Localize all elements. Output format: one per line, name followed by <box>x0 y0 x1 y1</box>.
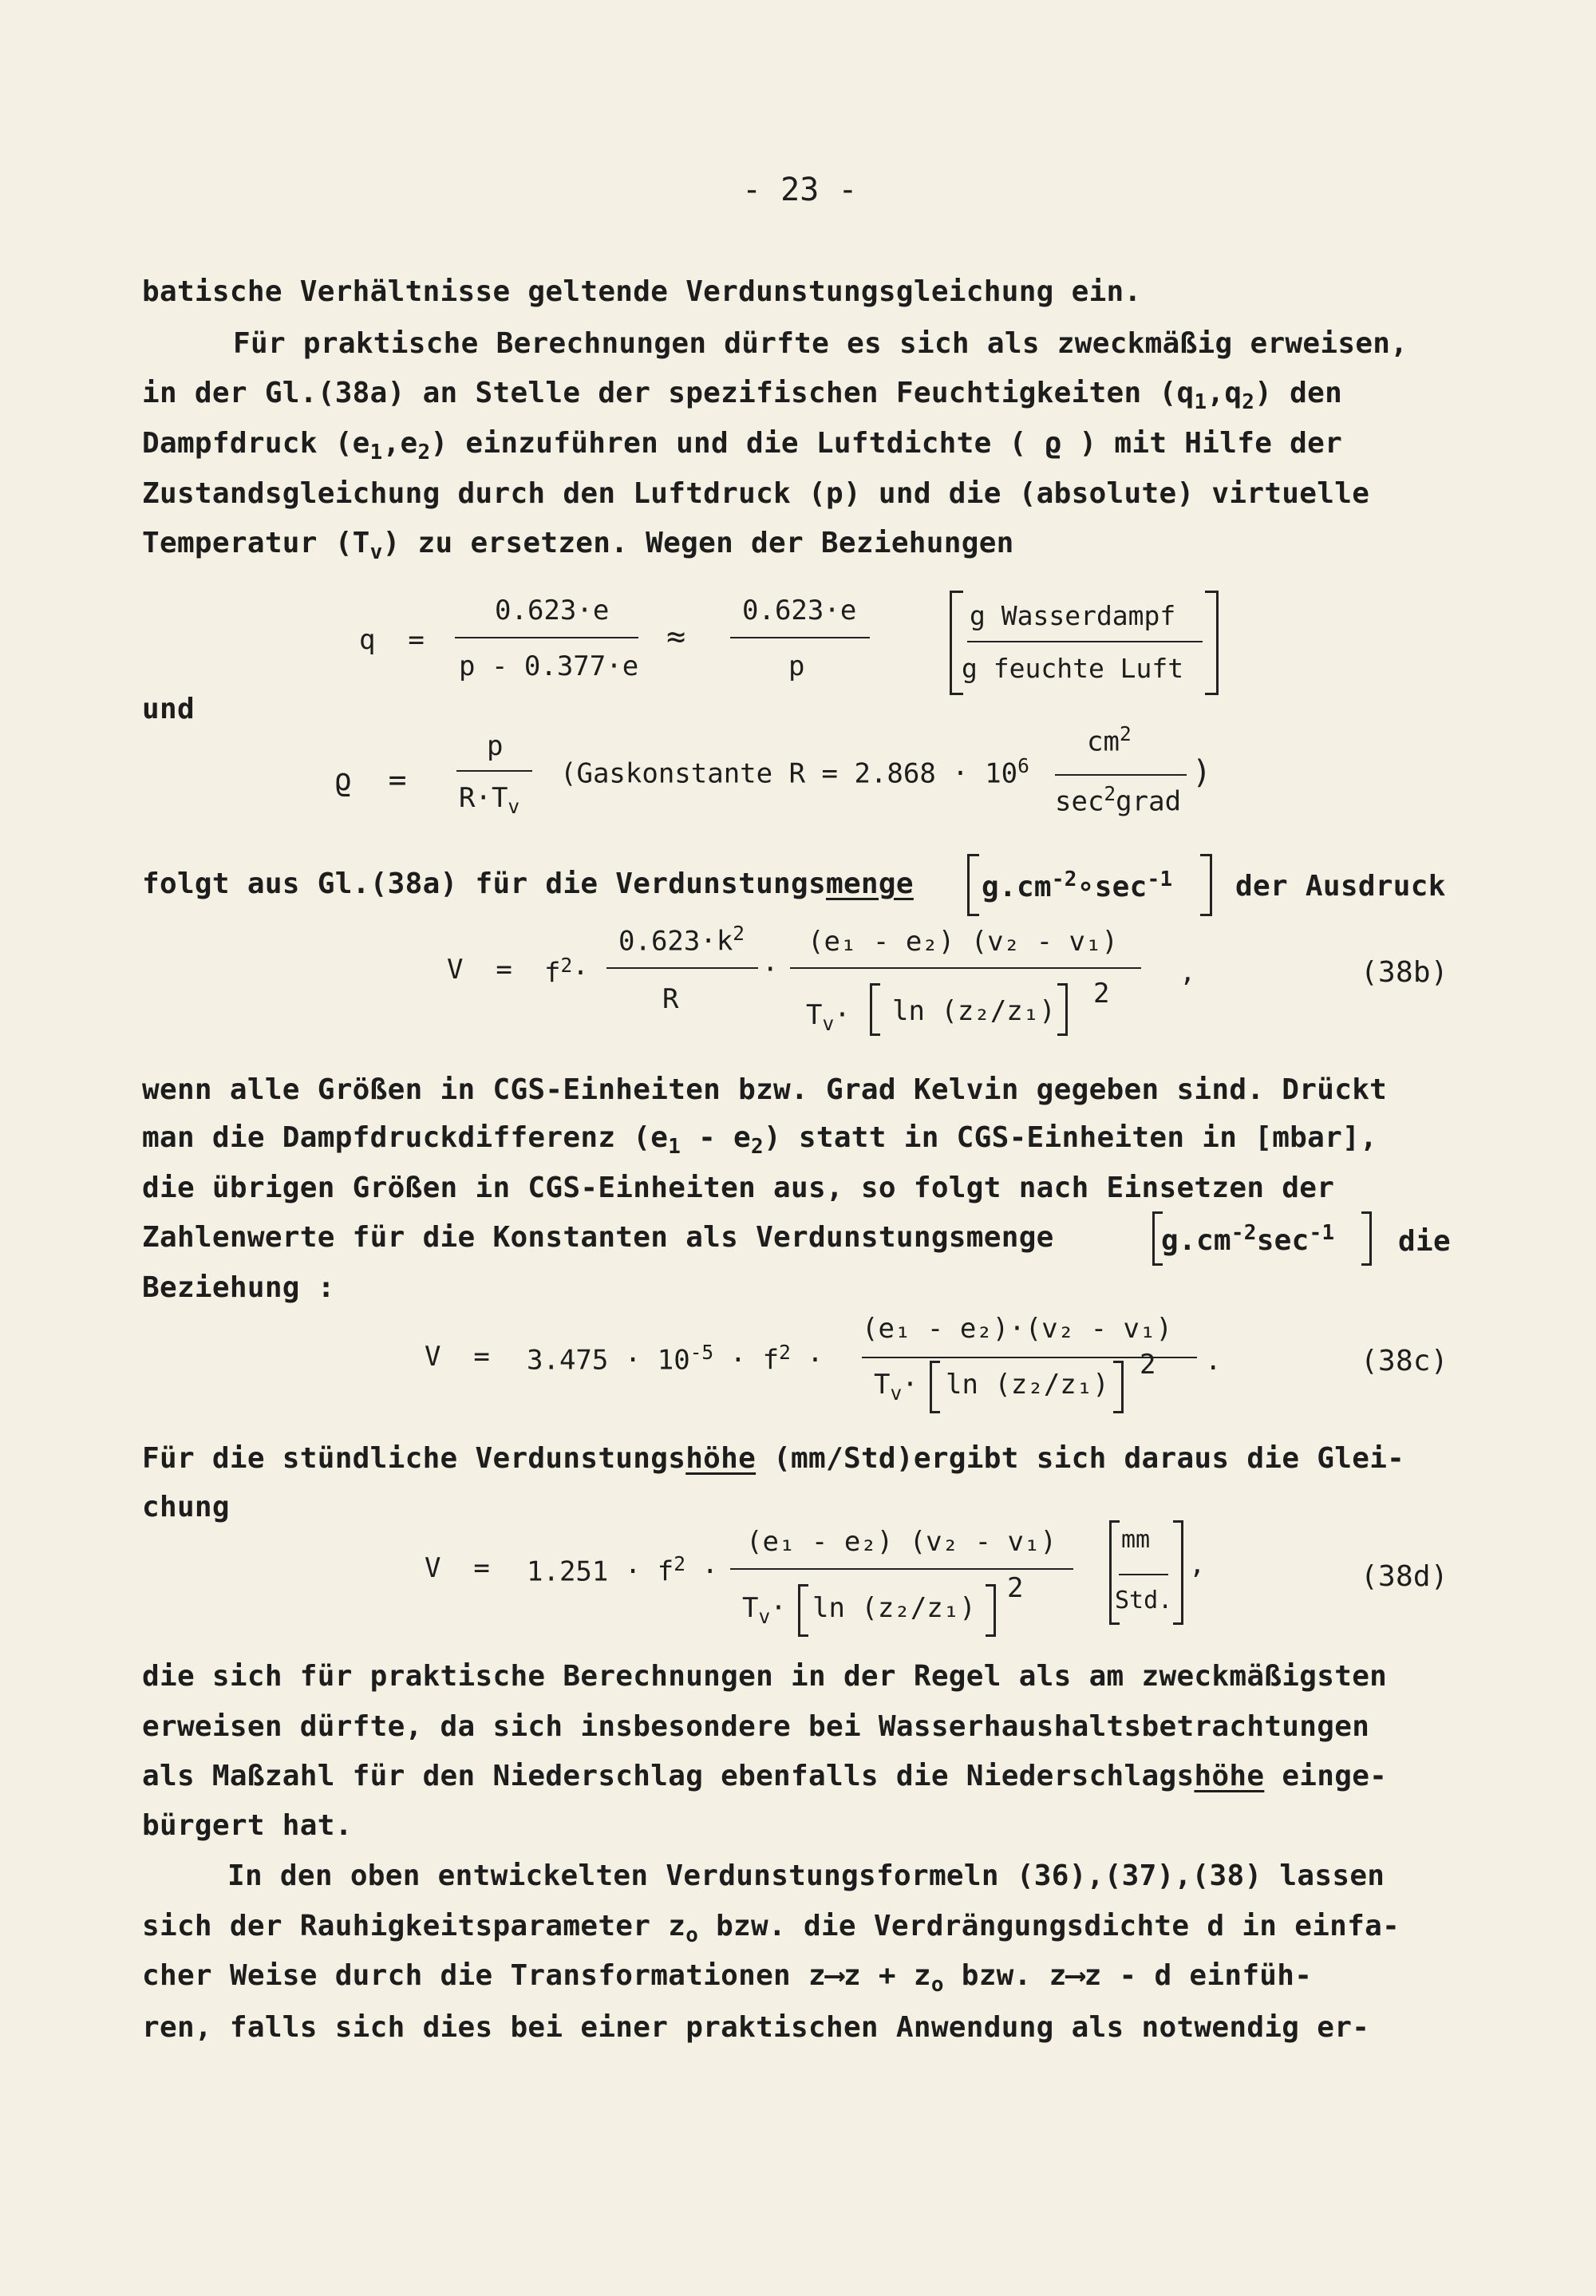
bracket-right <box>1173 1520 1183 1625</box>
underlined-word: menge <box>825 867 914 900</box>
eq-q-num1: 0.623·e <box>495 595 610 626</box>
eq-38c-den <box>874 1369 918 1405</box>
subscript: 1 <box>369 441 383 465</box>
eq-38b-num2: (e₁ - e₂) (v₂ - v₁) <box>808 926 1118 958</box>
text-line-12: Beziehung : <box>142 1271 335 1304</box>
text-span: sec <box>1055 785 1104 818</box>
eq-38d-unit-num: mm <box>1121 1526 1151 1554</box>
text-line-9 <box>142 1121 1377 1159</box>
text-line-22: ren, falls sich dies bei einer praktischen Anwendung als notwendig er- <box>142 2011 1370 2044</box>
subscript: v <box>890 1381 903 1405</box>
text-line-5: Zustandsgleichung durch den Luftdruck (p) und die (absolute) virtuelle <box>142 477 1370 510</box>
superscript: 2 <box>674 1552 685 1575</box>
text-span: einge- <box>1264 1760 1388 1792</box>
text-line-11-end: die <box>1398 1225 1451 1258</box>
text-line-20 <box>142 1910 1400 1947</box>
text-und: und <box>142 693 195 725</box>
fraction-bar <box>790 967 1141 969</box>
eq-38b-den2 <box>806 999 851 1035</box>
unit-expression <box>982 867 1172 903</box>
bracket-right <box>986 1584 996 1637</box>
eq-38c-num: (e₁ - e₂)·(v₂ - v₁) <box>862 1313 1172 1345</box>
text-line-1: batische Verhältnisse geltende Verdunstungsgleichung ein. <box>142 275 1142 308</box>
superscript: -1 <box>1147 867 1173 891</box>
bracket-right <box>1205 591 1219 695</box>
eq-rho-den <box>459 782 519 818</box>
bracket-left <box>967 854 979 916</box>
superscript: -5 <box>689 1341 714 1364</box>
bracket-right <box>1200 854 1212 916</box>
bracket-left <box>930 1361 940 1413</box>
eq-38d-exp: 2 <box>1007 1572 1024 1604</box>
subscript: 2 <box>417 441 431 465</box>
text-span: bzw. die Verdrängungsdichte d in einfa- <box>698 1910 1400 1942</box>
text-span: · <box>572 957 589 990</box>
subscript: 1 <box>1194 390 1207 415</box>
arrow-icon: ⟶ <box>1066 1959 1084 1992</box>
eq-38d-den <box>742 1592 787 1628</box>
underlined-word: höhe <box>685 1442 757 1475</box>
text-line-13 <box>142 1442 1404 1475</box>
text-span: z - d einfüh- <box>1084 1959 1313 1992</box>
superscript: -2 <box>1051 867 1077 891</box>
subscript: v <box>822 1011 835 1035</box>
eq-q-den2: p <box>788 650 805 682</box>
subscript: v <box>758 1604 771 1628</box>
text-line-4 <box>142 427 1342 464</box>
text-line-15: die sich für praktische Berechnungen in der Regel als am zweckmäßigsten <box>142 1660 1388 1693</box>
text-span: folgt aus Gl.(38a) für die Verdunstungs <box>142 867 826 900</box>
text-span: ], <box>1342 1121 1378 1154</box>
fraction-bar <box>730 637 870 638</box>
subscript: 2 <box>1242 390 1255 415</box>
text-span: · f <box>729 1344 780 1377</box>
superscript: 2 <box>733 922 745 945</box>
text-span: ) zu ersetzen. Wegen der Beziehungen <box>382 527 1014 559</box>
unit-expression <box>1161 1221 1334 1257</box>
text-span: · <box>701 1555 718 1588</box>
superscript: -1 <box>1309 1221 1335 1245</box>
text-line-7 <box>142 867 914 900</box>
subscript: o <box>685 1923 699 1948</box>
superscript: 2 <box>1119 722 1132 745</box>
fraction-bar <box>1119 1574 1168 1575</box>
text-span: sec <box>1094 871 1148 903</box>
text-line-2: Für praktische Berechnungen dürfte es sich als zweckmäßig erweisen, <box>233 327 1408 360</box>
text-line-14: chung <box>142 1491 230 1523</box>
eq-gas-constant <box>560 754 1029 789</box>
eq-38c-end: . <box>1205 1345 1222 1377</box>
bracket-right <box>1057 983 1068 1036</box>
eq-38d-comma: , <box>1189 1548 1206 1580</box>
eq-38b-label: (38b) <box>1361 956 1448 989</box>
fraction-bar <box>455 637 638 638</box>
text-line-16: erweisen dürfte, da sich insbesondere bei Wasserhaushaltsbetrachtungen <box>142 1710 1370 1743</box>
text-span: sich der Rauhigkeitsparameter z <box>142 1910 686 1942</box>
eq-q-den1: p - 0.377·e <box>459 650 639 682</box>
superscript: -2 <box>1231 1221 1257 1245</box>
eq-gas-close: ) <box>1192 754 1212 791</box>
text-span: ∘ <box>1077 871 1095 903</box>
text-span: man die Dampfdruckdifferenz (e <box>142 1121 669 1154</box>
eq-38c-exp: 2 <box>1140 1349 1156 1381</box>
eq-38c-lhs: V = <box>425 1341 490 1373</box>
bracket-right <box>1113 1361 1124 1413</box>
text-span: · <box>770 1592 787 1624</box>
text-span: [ <box>1237 1121 1273 1154</box>
fraction-bar <box>606 967 758 969</box>
text-span: bzw. z <box>943 1959 1067 1992</box>
subscript: o <box>930 1973 944 1998</box>
subscript: v <box>508 794 520 818</box>
subscript: v <box>369 540 383 565</box>
subscript: 1 <box>668 1135 681 1160</box>
text-line-18: bürgert hat. <box>142 1809 353 1842</box>
text-span: Zahlenwerte für die Konstanten als Verdunstungsmenge <box>142 1221 1054 1254</box>
text-line-19: In den oben entwickelten Verdunstungsformeln (36),(37),(38) lassen <box>227 1859 1385 1892</box>
eq-38d-num: (e₁ - e₂) (v₂ - v₁) <box>746 1526 1057 1558</box>
text-line-21 <box>142 1959 1312 1997</box>
text-span: ,q <box>1207 377 1242 409</box>
eq-38b-comma: , <box>1179 956 1196 988</box>
eq-38b-num1 <box>618 922 745 957</box>
subscript: 2 <box>751 1135 764 1160</box>
bracket-left <box>870 983 880 1036</box>
arrow-icon: ⟶ <box>825 1959 843 1992</box>
superscript: 2 <box>560 954 573 977</box>
approx-sign: ≈ <box>666 618 686 655</box>
text-span: - e <box>681 1121 752 1154</box>
eq-gas-unit-den <box>1055 782 1181 817</box>
text-line-10: die übrigen Größen in CGS-Einheiten aus, so folgt nach Einsetzen der <box>142 1172 1335 1204</box>
superscript: 2 <box>1104 782 1116 805</box>
text-span: cher Weise durch die Transformationen z <box>142 1959 826 1992</box>
eq-q-num2: 0.623·e <box>742 595 857 626</box>
eq-q-unit-num: g Wasserdampf <box>970 600 1176 631</box>
text-span: · <box>834 999 851 1031</box>
text-span: Dampfdruck (e <box>142 427 370 460</box>
eq-rho-lhs: ϱ = <box>334 762 407 797</box>
text-span: Für die stündliche Verdunstungs <box>142 1442 686 1475</box>
fraction-bar <box>730 1568 1073 1570</box>
text-span: ,e <box>382 427 418 460</box>
text-line-3 <box>142 377 1342 414</box>
text-span <box>713 1344 729 1376</box>
eq-38d-label: (38d) <box>1361 1560 1448 1593</box>
text-line-6 <box>142 527 1014 564</box>
text-span: ) den <box>1254 377 1343 409</box>
text-line-8: wenn alle Größen in CGS-Einheiten bzw. Grad Kelvin gegeben sind. Drückt <box>142 1073 1388 1106</box>
superscript: 6 <box>1017 754 1029 777</box>
text-span: grad <box>1116 785 1182 818</box>
eq-38d-ln: ln (z₂/z₁) <box>812 1592 976 1624</box>
eq-38c-ln: ln (z₂/z₁) <box>946 1369 1109 1401</box>
fraction-bar <box>456 770 532 772</box>
text-span: cm <box>1087 725 1120 758</box>
underlined-word: höhe <box>1194 1760 1265 1792</box>
text-span: R·T <box>459 782 508 814</box>
text-span: z + z <box>843 1959 931 1992</box>
fraction-bar <box>967 641 1203 642</box>
eq-38b-ln: ln (z₂/z₁) <box>892 995 1056 1027</box>
text-span <box>685 1555 701 1587</box>
text-span: als Maßzahl für den Niederschlag ebenfalls die Niederschlags <box>142 1760 1195 1792</box>
text-line-11 <box>142 1221 1054 1254</box>
eq-38c-label: (38c) <box>1361 1345 1448 1377</box>
text-span: T <box>874 1369 891 1401</box>
bracket-left <box>798 1584 808 1637</box>
text-line-7-end: der Ausdruck <box>1235 870 1446 903</box>
text-span: · <box>807 1344 824 1377</box>
text-span: mbar <box>1272 1121 1343 1154</box>
text-span: ) statt in CGS-Einheiten in <box>763 1121 1238 1154</box>
text-span: g.cm <box>1161 1224 1231 1257</box>
text-span: f <box>544 957 561 990</box>
text-span: ) einzuführen und die Luftdichte ( ϱ ) mit Hilfe der <box>430 427 1343 460</box>
text-span: 1.251 · f <box>527 1555 674 1588</box>
eq-38d-const <box>527 1552 718 1587</box>
eq-q-unit-den: g feuchte Luft <box>962 653 1184 684</box>
bracket-right <box>1361 1211 1372 1266</box>
eq-38b-f <box>544 954 589 989</box>
text-line-17 <box>142 1760 1387 1792</box>
text-span: T <box>742 1592 759 1624</box>
eq-38c-const <box>527 1341 824 1376</box>
text-span: T <box>806 999 823 1031</box>
eq-q-lhs: q = <box>359 624 425 656</box>
eq-38d-unit-den: Std. <box>1115 1587 1173 1614</box>
text-span <box>791 1344 807 1376</box>
text-span: (Gaskonstante R = 2.868 · 10 <box>560 757 1018 790</box>
text-span: 3.475 · 10 <box>527 1344 690 1377</box>
eq-gas-unit-num <box>1087 722 1132 757</box>
eq-38b-lhs: V = <box>447 954 512 986</box>
eq-rho-num: p <box>487 730 504 762</box>
eq-38b-den1: R <box>662 983 679 1015</box>
text-span: Temperatur (T <box>142 527 370 559</box>
text-span: (mm/Std)ergibt sich daraus die Glei- <box>756 1442 1405 1475</box>
eq-38d-lhs: V = <box>425 1552 490 1584</box>
eq-38b-exp: 2 <box>1093 978 1110 1010</box>
text-span: in der Gl.(38a) an Stelle der spezifischen Feuchtigkeiten (q <box>142 377 1195 409</box>
text-span: sec <box>1256 1224 1310 1257</box>
text-span: g.cm <box>982 871 1052 903</box>
eq-38b-dot: · <box>762 954 779 986</box>
fraction-bar <box>1055 774 1187 776</box>
page-number: - 23 - <box>742 172 858 208</box>
text-span: · <box>902 1369 918 1401</box>
text-span: 0.623·k <box>618 925 733 958</box>
superscript: 2 <box>779 1341 791 1364</box>
